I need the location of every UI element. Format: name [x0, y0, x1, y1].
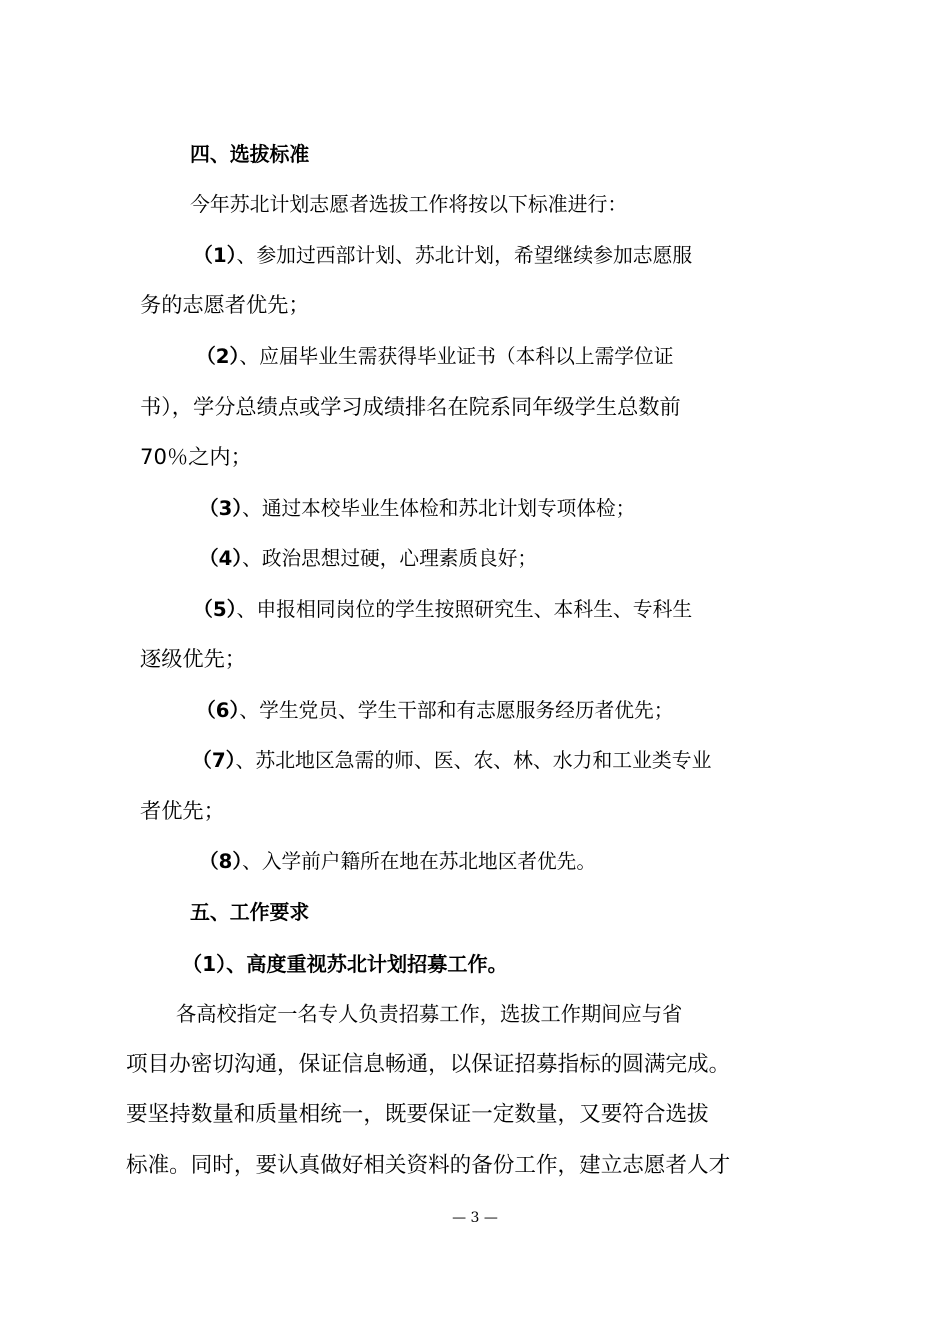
item-text-continued: 务的志愿者优先；	[140, 293, 310, 318]
item-text: 、通过本校毕业生体检和苏北计划专项体检；	[242, 497, 636, 520]
item-number: （4）	[199, 547, 243, 570]
item-number: （1）	[193, 244, 237, 267]
item-text: 、政治思想过硬，心理素质良好；	[242, 547, 538, 570]
item-number: （2）	[196, 345, 240, 368]
section4-intro: 今年苏北计划志愿者选拔工作将按以下标准进行：	[190, 193, 628, 216]
item-text: 、应届毕业生需获得毕业证书（本科以上需学位证	[239, 345, 674, 368]
paragraph-line: 项目办密切沟通，保证信息畅通，以保证招募指标的圆满完成。	[126, 1052, 731, 1077]
paragraph-line: 各高校指定一名专人负责招募工作，选拔工作期间应与省	[176, 1002, 683, 1026]
paragraph-line: 要坚持数量和质量相统一，既要保证一定数量，又要符合选拔	[126, 1102, 709, 1127]
item-number: （8）	[199, 850, 243, 873]
item-number: （5）	[193, 598, 237, 621]
item-text: 、学生党员、学生干部和有志愿服务经历者优先；	[239, 699, 674, 722]
page-number: — 3 —	[452, 1210, 498, 1226]
paragraph-line: 标准。同时，要认真做好相关资料的备份工作，建立志愿者人才	[126, 1153, 731, 1178]
item-text: 、申报相同岗位的学生按照研究生、本科生、专科生	[236, 598, 693, 621]
item-text: 、苏北地区急需的师、医、农、林、水力和工业类专业	[235, 749, 712, 772]
section5-heading: 五、工作要求	[190, 901, 310, 924]
item-text-continued: 70％之内；	[140, 445, 252, 470]
section5-subheading: （1）、高度重视苏北计划招募工作。	[182, 952, 508, 976]
item-text: 、入学前户籍所在地在苏北地区者优先。	[242, 850, 596, 873]
item-text-continued: 逐级优先；	[140, 647, 247, 672]
item-text: 、参加过西部计划、苏北计划，希望继续参加志愿服	[236, 244, 693, 267]
item-number: （6）	[196, 699, 240, 722]
item-text-continued: 者优先；	[140, 799, 225, 824]
item-text-continued: 书），学分总绩点或学习成绩排名在院系同年级学生总数前	[140, 395, 681, 420]
item-number: （3）	[199, 497, 243, 520]
section4-heading: 四、选拔标准	[190, 143, 310, 166]
item-number: （7）	[192, 749, 236, 772]
